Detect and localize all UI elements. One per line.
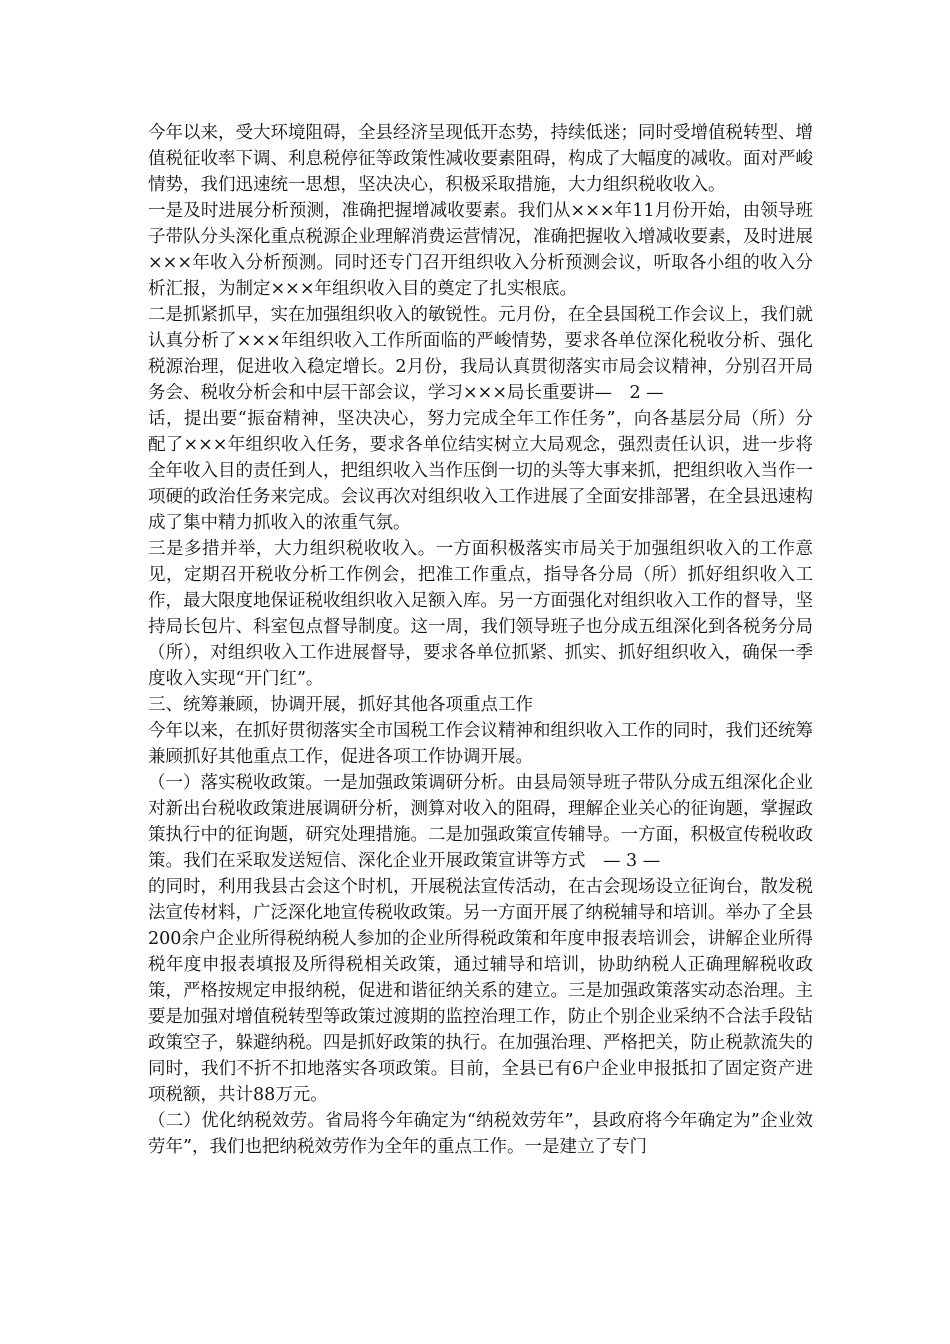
paragraph-analysis-forecast: 一是及时进展分析预测，准确把握增减收要素。我们从×××年11月份开始，由领导班子带队分头深化重点税源企业理解消费运营情况，准确把握收入增减收要素，及时进展×××年收入分析预测。同时还专门召开组织收入分析预测会议，听取各小组的收入分析汇报，为制定×××年组织收入目的奠定了扎实根底。 xyxy=(148,201,813,299)
paragraph-tax-service: （二）优化纳税效劳。省局将今年确定为“纳税效劳年”，县政府将今年确定为”企业效劳年”，我们也把纳税效劳作为全年的重点工作。一是建立了专门 xyxy=(148,1111,813,1157)
paragraph-intro: 今年以来，受大环境阻碍，全县经济呈现低开态势，持续低迷；同时受增值税转型、增值税征收率下调、利息税停征等政策性减收要素阻碍，构成了大幅度的减收。面对严峻情势，我们迅速统一思想，坚决决心，积极采取措施，大力组织税收收入。 xyxy=(148,123,813,195)
paragraph-multiple-measures: 三是多措并举，大力组织税收收入。一方面积极落实市局关于加强组织收入的工作意见，定期召开税收分析工作例会，把准工作重点，指导各分局（所）抓好组织收入工作，最大限度地保证税收组织收入足额入库。另一方面强化对组织收入工作的督导，坚持局长包片、科室包点督导制度。这一周，我们领导班子也分成五组深化到各税务分局（所），对组织收入工作进展督导，要求各单位抓紧、抓实、抓好组织收入，确保一季度收入实现“开门红”。 xyxy=(148,539,813,689)
paragraph-tax-policy-continued: 的同时，利用我县古会这个时机，开展税法宣传活动，在古会现场设立征询台，散发税法宣传材料，广泛深化地宣传税收政策。另一方面开展了纳税辅导和培训。举办了全县200余户企业所得税纳税人参加的企业所得税政策和年度申报表培训会，讲解企业所得税年度申报表填报及所得税相关政策，通过辅导和培训，协助纳税人正确理解税收政策，严格按规定申报纳税，促进和谐征纳关系的建立。三是加强政策落实动态治理。主要是加强对增值税转型等政策过渡期的监控治理工作，防止个别企业采纳不合法手段钻政策空子，躲避纳税。四是抓好政策的执行。在加强治理、严格把关，防止税款流失的同时，我们不折不扣地落实各项政策。目前，全县已有6户企业申报抵扣了固定资产进项税额，共计88万元。 xyxy=(148,877,813,1105)
paragraph-speech-continued: 话，提出要“振奋精神，坚决决心，努力完成全年工作任务”，向各基层分局（所）分配了×××年组织收入任务，要求各单位结实树立大局观念，强烈责任认识，进一步将全年收入目的责任到人，把组织收入当作压倒一切的头等大事来抓，把组织收入当作一项硬的政治任务来完成。会议再次对组织收入工作进展了全面安排部署，在全县迅速构成了集中精力抓收入的浓重气氛。 xyxy=(148,409,813,533)
document-page xyxy=(148,120,813,1160)
section-heading-3: 三、统筹兼顾，协调开展，抓好其他各项重点工作 xyxy=(148,695,533,715)
paragraph-section-3-intro: 今年以来，在抓好贯彻落实全市国税工作会议精神和组织收入工作的同时，我们还统筹兼顾抓好其他重点工作，促进各项工作协调开展。 xyxy=(148,721,813,767)
paragraph-tax-policy: （一）落实税收政策。一是加强政策调研分析。由县局领导班子带队分成五组深化企业对新出台税收政策进展调研分析，测算对收入的阻碍，理解企业关心的征询题，掌握政策执行中的征询题，研究处理措施。二是加强政策宣传辅导。一方面，积极宣传税收政策。我们在采取发送短信、深化企业开展政策宣讲等方式 — 3 — xyxy=(148,773,813,871)
paragraph-early-start: 二是抓紧抓早，实在加强组织收入的敏锐性。元月份，在全县国税工作会议上，我们就认真分析了×××年组织收入工作所面临的严峻情势，要求各单位深化税收分析、强化税源治理，促进收入稳定增长。2月份，我局认真贯彻落实市局会议精神，分别召开局务会、税收分析会和中层干部会议，学习×××局长重要讲— 2 — xyxy=(148,305,813,403)
